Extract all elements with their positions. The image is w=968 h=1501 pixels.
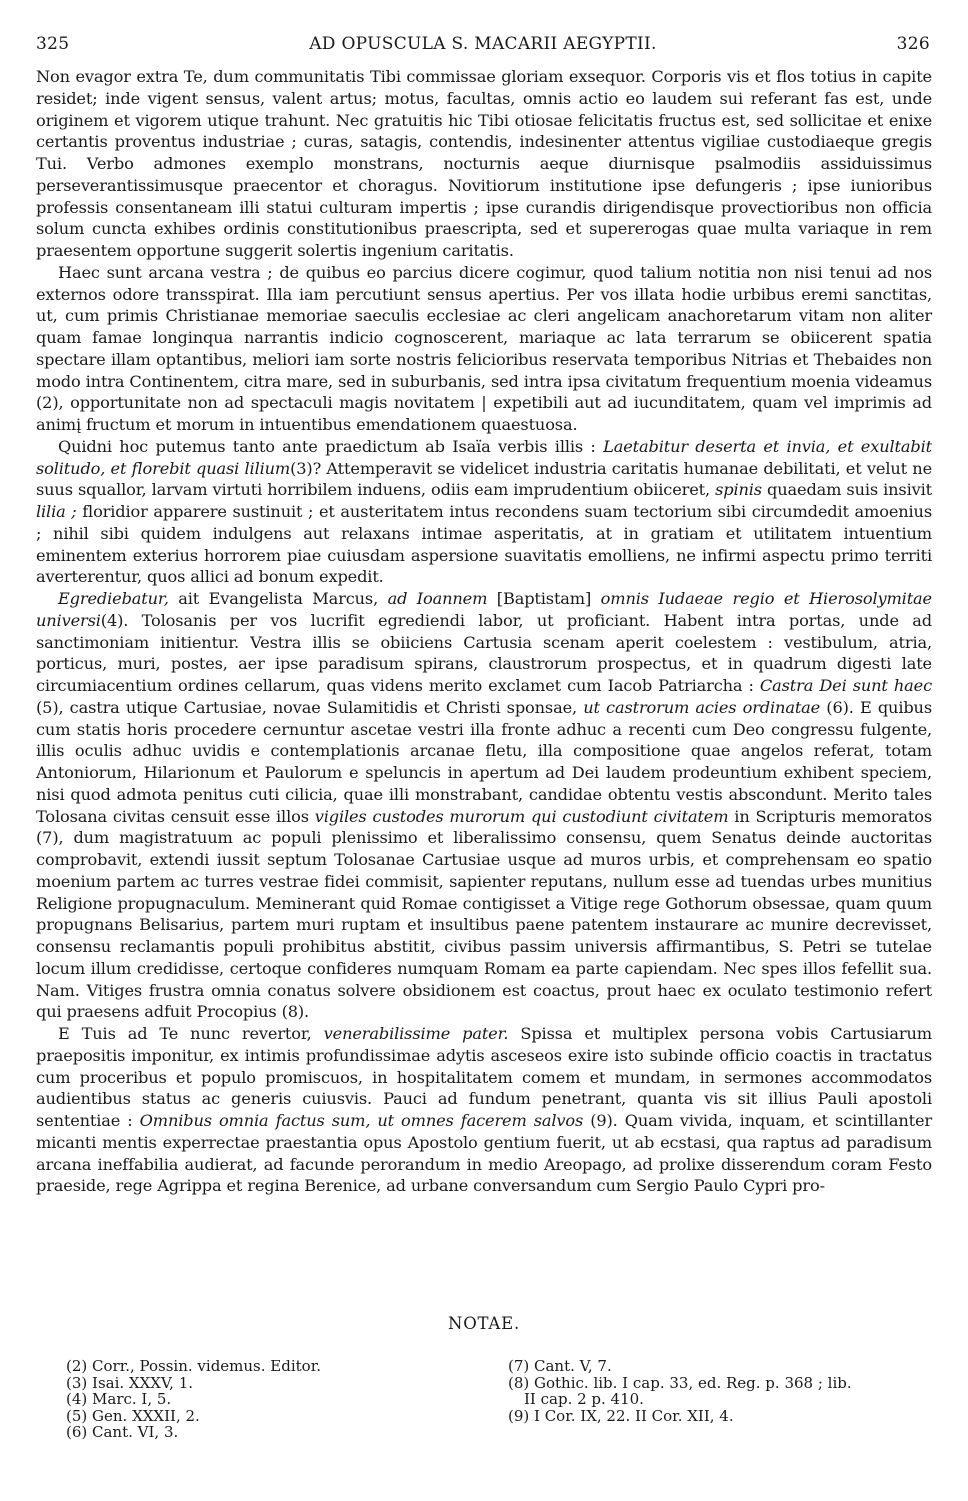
text-run: quaedam suis insivit [761, 480, 932, 500]
paragraph [36, 262, 932, 436]
text-run: Spissa et multiplex persona vobis Cartusiarum praepositis imponitur, ex intimis profundissimae adytis asceseos exire isto subinde officio coactis in tractatus cum proceribus et populo promiscuos, in hospitalitatem comem et mundam, in sermones accommodatos audientibus status ac generis cuiusvis. Pauci ad fundum penetrant, quanta vis sit illius Pauli apostoli sententiae : [36, 1024, 932, 1130]
paragraph [36, 588, 932, 1023]
italic-text: omnis Iudaeae regio et Hierosolymitae universi [36, 589, 932, 630]
notes-column-right [508, 1358, 938, 1424]
footnote: (9) I Cor. IX, 22. II Cor. XII, 4. [508, 1406, 734, 1425]
italic-text: Laetabitur deserta et invia, et exultabit solitudo, et florebit quasi lilium [36, 436, 932, 478]
italic-text: lilia ; [36, 502, 77, 521]
italic-text: ad Ioannem [387, 589, 488, 608]
notes-heading: NOTAE. [447, 1314, 521, 1333]
page-number-right: 326 [896, 34, 930, 54]
text-run: Non evagor extra Te, dum communitatis Tibi commissae gloriam exsequor. Corporis vis et flos totius in capite residet; inde vigent sensus, valent artus; motus, facultas, omnis actio eo laudem sui referant fas est, unde originem et vigorem utique trahunt. Nec gratuitis hic Tibi otiosae felicitatis fructus est, sed sollicitae et enixe certantis proventus industriae ; curas, satagis, contendis, indesinenter attentus vigiliae custodiaeque gregis Tui. Verbo admones exemplo monstrans, nocturnis aeque diurnisque psalmodiis assiduissimus perseverantissimusque praecentor et choragus. Novitiorum institutione ipse defungeris ; ipse iunioribus professis consentaneam illi statui culturam impertis ; ipse curandis dirigendisque provectioribus non officia solum cuncta exhibes ordinis constitutionibus praescripta, sed et supererogas quae multa variaque in rem praesentem opportune suggerit solertis ingenium caritatis. [36, 67, 932, 260]
footnote: (4) Marc. I, 5. [66, 1390, 172, 1408]
text-run: (6). E quibus cum statis horis procedere cernuntur ascetae vestri illa fronte adhuc a recenti cum Deo congressu fulgente, illis oculis adhuc uvidis e contemplationis arcanae fletu, illa compositione quae angelos referat, totam Antoniorum, Hilarionum et Paulorum e speluncis in apertum ad Dei laudem prodeuntium exhibent speciem, nisi quod admota penitus cuti cilicia, quae illi monstrabant, candidae obtentu vestis abscondunt. Merito tales Tolosana civitas censuit esse illos [36, 697, 932, 826]
footnote: (2) Corr., Possin. videmus. Editor. [66, 1357, 321, 1375]
text-run: Quidni hoc putemus tanto ante praedictum ab Isaïa verbis illis : [58, 436, 604, 456]
italic-text: Egrediebatur, [58, 589, 169, 608]
text-run: E Tuis ad Te nunc revertor, [58, 1024, 324, 1043]
text-run: (5), castra utique Cartusiae, novae Sulamitidis et Christi sponsae, [36, 697, 584, 717]
paragraph [36, 66, 932, 262]
text-run: (3)? Attemperavit se videlicet industria caritatis humanae debilitati, et velut ne suus squallor, larvam virtuti horribilem induens, odiis eam imprudentium obiiceret, [36, 458, 932, 500]
running-title: AD OPUSCULA S. MACARII AEGYPTII. [309, 34, 657, 54]
paragraph [36, 1023, 932, 1197]
text-run: (4). Tolosanis per vos lucrifit egrediendi labor, ut proficiant. Habent intra portas, unde ad sanctimoniam initientur. Vestra illis se obiiciens Cartusia scenam aperit coelestem : vestibulum, atria, porticus, muri, postes, aer ipse paradisum spirans, claustrorum prospectus, et in quadrum digesti late circumiacentium ordines cellarum, quas videns merito exclamet cum Iacob Patriarcha : [36, 610, 932, 695]
footnote: (3) Isai. XXXV, 1. [66, 1373, 194, 1392]
paragraph [36, 436, 932, 588]
italic-text: spinis [715, 480, 762, 500]
text-run: in Scripturis memoratos (7), dum magistratuum ac populi plenissimo et liberalissimo consensu, quem Senatus deinde auctoritas comprobavit, extendi iussit septum Tolosanae Cartusiae usque ad muros urbis, et comprehensam eo spatio moenium partem ac turres vestrae fidei commisit, sapienter reputans, nullum esse ad tuendas urbes munitius Religione propugnaculum. Meminerant quid Romae contigisset a Vitige rege Gothorum obsessae, quam quum propugnans Belisarius, partem muri ruptam et insultibus paene patentem instaurare ac munire decrevisset, consensu reclamantis populi prohibitus abstitit, civibus passim universis affirmantibus, S. Petri se tutelae locum illum credidisse, certoque confideres numquam Romam ea parte capiendam. Nec spes illos fefellit sua. Nam. Vitiges frustra omnia conatus solvere obsidionem est coactus, prout haec ex oculato testimonio refert qui praesens adfuit Procopius (8). [36, 806, 932, 1022]
text-run: Haec sunt arcana vestra ; de quibus eo parcius dicere cogimur, quod talium notitia non nisi tenui ad nos externos odore transspirat. Illa iam percutiunt sensus apertius. Per vos illata hodie urbibus eremi sanctitas, ut, cum primis Christianae memoriae saeculis ecclesiae ac cleri angelicam anachoretarum vitam non aliter quam famae longinqua narrantis indicio cognoscerent, mariaque ac lata terrarum se obiicerent spatia spectare illam optantibus, meliori iam sorte nostris felicioribus reservata temporibus Nitrias et Thebaides non modo intra Continentem, citra mare, sed in suburbanis, sed intra ipsa civitatum frequentium moenia videamus (2), opportunitate non ad spectaculi magis novitatem | expetibili aut ad iucunditatem, quam vel imprimis ad animį fructum et morum in intuentibus emendationem quaestuosa. [36, 262, 932, 434]
footnote: (7) Cant. V, 7. [508, 1357, 612, 1375]
text-run: ait Evangelista Marcus, [168, 589, 388, 608]
footnote: (6) Cant. VI, 3. [66, 1423, 179, 1441]
main-text [36, 66, 932, 1197]
italic-text: venerabilissime pater. [323, 1024, 509, 1043]
text-run: floridior apparere sustinuit ; et austeritatem intus recondens suam tectorium sibi circumdedit amoenius ; nihil sibi quidem indulgens aut relaxans intimae asperitatis, at in gratiam et utilitatem intuentium eminentem exterius horrorem piae cuiusdam aspersione suavitatis emolliens, ne infirmi aspectu primo territi averterentur, quos allici ad bonum expedit. [36, 502, 932, 587]
footnote: II cap. 2 p. 410. [524, 1390, 644, 1408]
text-run: [Baptistam] [487, 589, 601, 608]
notes-column-left [66, 1358, 486, 1441]
italic-text: ut castrorum acies ordinatae [583, 697, 821, 717]
text-run: (9). Quam vivida, inquam, et scintillanter micanti mentis experrectae praestantia opus Apostolo gentium fuerit, ut ab ecstasi, qua raptus ad paradisum arcana ineffabilia audierat, ad facunde perorandum in medio Areopago, ad prolixe disserendum coram Festo praeside, rege Agrippa et regina Berenice, ad urbane conversandum cum Sergio Paulo Cypri pro- [36, 1111, 933, 1196]
page-number-left: 325 [36, 34, 70, 54]
footnote: (5) Gen. XXXII, 2. [66, 1406, 200, 1425]
running-header [36, 34, 930, 58]
footnote: (8) Gothic. lib. I cap. 33, ed. Reg. p. 368 ; lib. [508, 1373, 852, 1392]
italic-text: Castra Dei sunt haec [759, 676, 932, 695]
italic-text: Omnibus omnia factus sum, ut omnes facerem salvos [139, 1111, 584, 1130]
italic-text: vigiles custodes murorum qui custodiunt civitatem [314, 806, 729, 826]
